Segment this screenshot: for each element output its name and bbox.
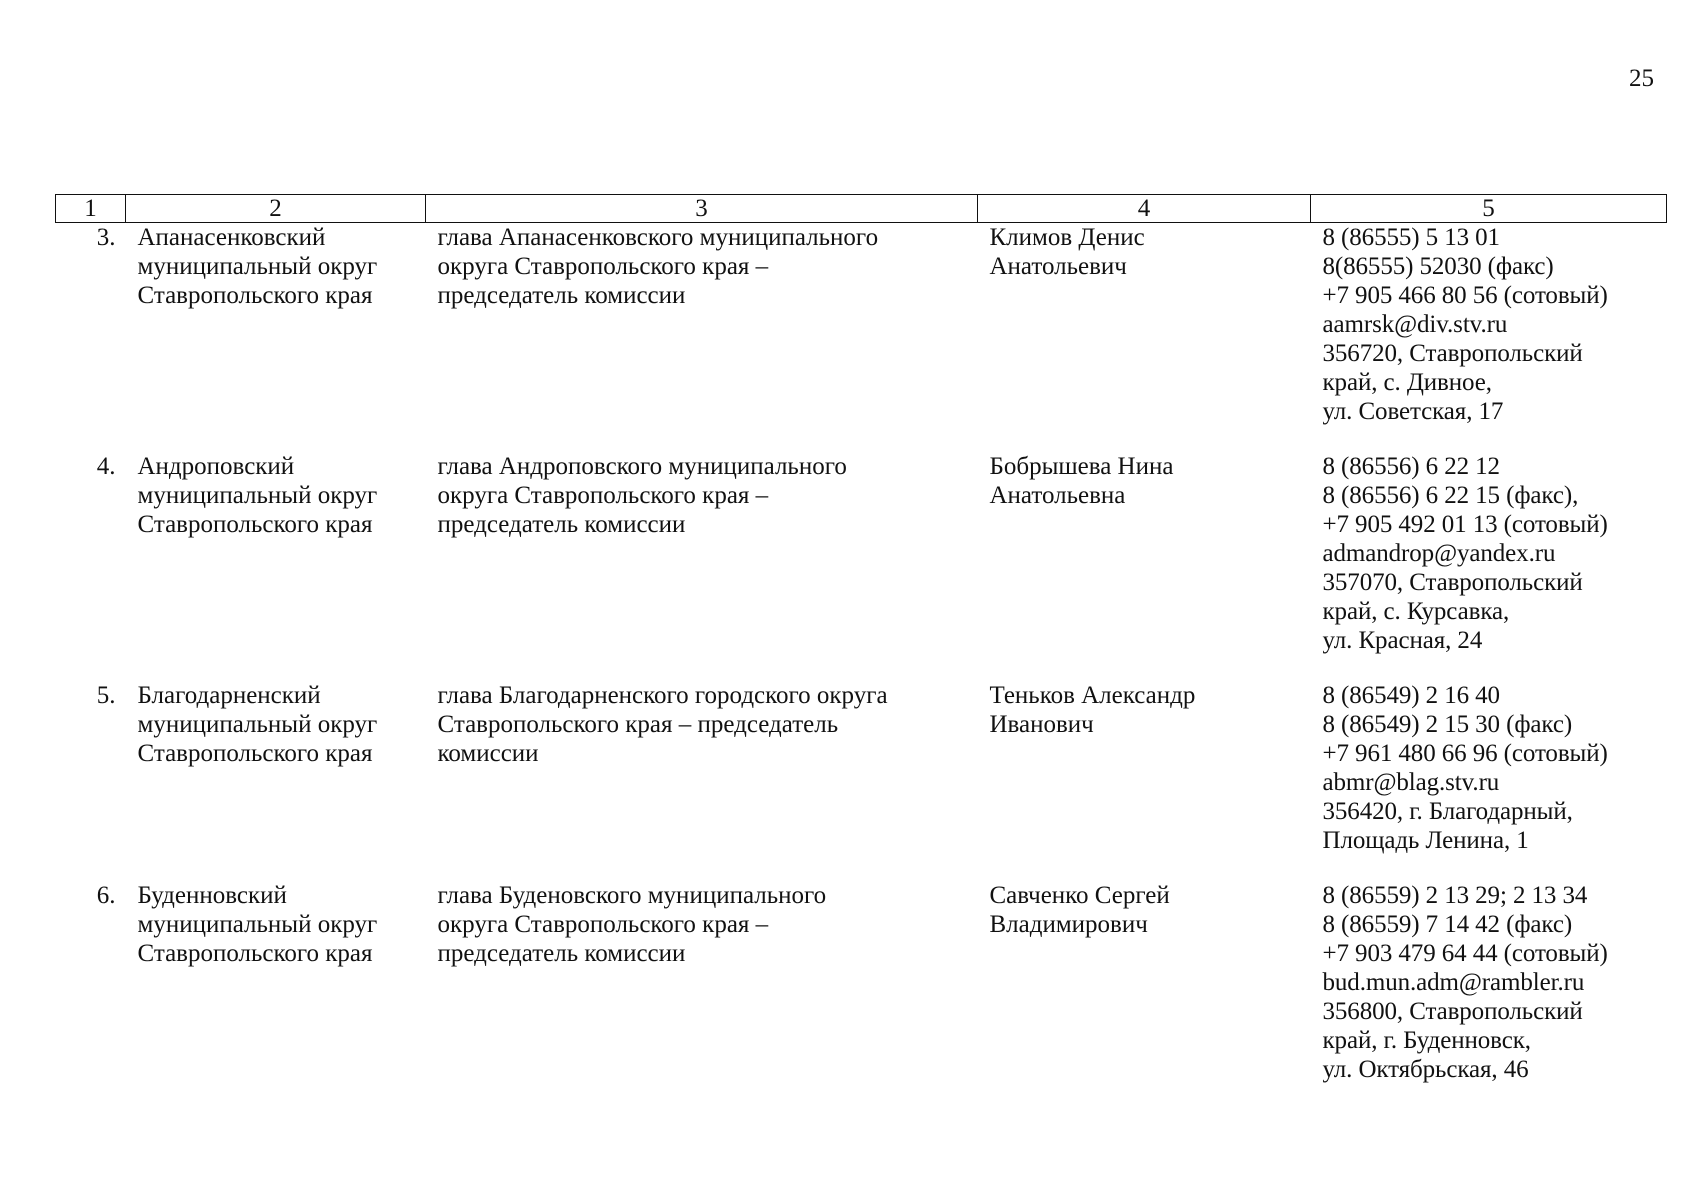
municipality-line: муниципальный округ	[137, 253, 378, 280]
contact-line: +7 961 480 66 96 (сотовый)	[1322, 740, 1608, 767]
page-number: 25	[1629, 65, 1654, 92]
column-header: 1	[56, 195, 126, 223]
position-cell	[426, 452, 978, 681]
position-line: глава Буденовского муниципального	[437, 882, 827, 909]
contact-line: 8(86555) 52030 (факс)	[1322, 253, 1554, 280]
contact-line: Площадь Ленина, 1	[1322, 827, 1529, 854]
contact-email: bud.mun.adm@rambler.ru	[1322, 969, 1585, 996]
municipality-cell	[126, 681, 426, 881]
position-line: председатель комиссии	[437, 940, 686, 967]
contacts-cell	[1311, 452, 1667, 681]
municipality-cell	[126, 223, 426, 453]
position-line: глава Благодарненского городского округа	[437, 682, 888, 709]
municipality-line: Андроповский	[137, 453, 295, 480]
municipality-line: Ставропольского края	[137, 940, 373, 967]
position-line: комиссии	[437, 740, 539, 767]
municipality-line: Ставропольского края	[137, 511, 373, 538]
commission-table	[55, 194, 1667, 1110]
position-line: председатель комиссии	[437, 511, 686, 538]
position-cell	[426, 223, 978, 453]
contact-line: ул. Красная, 24	[1322, 627, 1483, 654]
table-row	[56, 452, 1667, 681]
contact-line: 8 (86559) 7 14 42 (факс)	[1322, 911, 1573, 938]
contacts-cell	[1311, 223, 1667, 453]
column-header: 2	[126, 195, 426, 223]
person-line: Бобрышева Нина	[989, 453, 1174, 480]
column-header: 5	[1311, 195, 1667, 223]
municipality-line: Апанасенковский	[137, 224, 326, 251]
contact-line: 8 (86556) 6 22 12	[1322, 453, 1500, 480]
table-row	[56, 681, 1667, 881]
person-line: Теньков Александр	[989, 682, 1196, 709]
column-header: 4	[978, 195, 1311, 223]
position-line: председатель комиссии	[437, 282, 686, 309]
contact-email: abmr@blag.stv.ru	[1322, 769, 1500, 796]
column-header: 3	[426, 195, 978, 223]
municipality-line: муниципальный округ	[137, 911, 378, 938]
position-line: округа Ставропольского края –	[437, 911, 769, 938]
contact-line: 8 (86555) 5 13 01	[1322, 224, 1500, 251]
contact-line: 8 (86559) 2 13 29; 2 13 34	[1322, 882, 1588, 909]
position-line: округа Ставропольского края –	[437, 482, 769, 509]
person-cell	[978, 681, 1311, 881]
person-line: Савченко Сергей	[989, 882, 1170, 909]
person-line: Анатольевич	[989, 253, 1127, 280]
row-number: 5.	[96, 682, 116, 709]
contact-line: ул. Октябрьская, 46	[1322, 1056, 1529, 1083]
contact-email: admandrop@yandex.ru	[1322, 540, 1556, 567]
contact-line: +7 903 479 64 44 (сотовый)	[1322, 940, 1608, 967]
row-number: 6.	[96, 882, 116, 909]
municipality-line: муниципальный округ	[137, 711, 378, 738]
municipality-line: Благодарненский	[137, 682, 321, 709]
position-line: округа Ставропольского края –	[437, 253, 769, 280]
contact-line: +7 905 466 80 56 (сотовый)	[1322, 282, 1608, 309]
row-number: 4.	[96, 453, 116, 480]
municipality-line: Буденновский	[137, 882, 287, 909]
person-line: Климов Денис	[989, 224, 1145, 251]
contact-line: 356420, г. Благодарный,	[1322, 798, 1573, 825]
municipality-cell	[126, 881, 426, 1110]
contact-line: 8 (86549) 2 15 30 (факс)	[1322, 711, 1573, 738]
position-cell	[426, 681, 978, 881]
person-cell	[978, 223, 1311, 453]
person-line: Владимирович	[989, 911, 1148, 938]
person-cell	[978, 452, 1311, 681]
municipality-cell	[126, 452, 426, 681]
person-cell	[978, 881, 1311, 1110]
table-row	[56, 881, 1667, 1110]
person-line: Иванович	[989, 711, 1094, 738]
contact-line: 8 (86549) 2 16 40	[1322, 682, 1500, 709]
row-number: 3.	[96, 224, 116, 251]
person-line: Анатольевна	[989, 482, 1126, 509]
position-line: глава Андроповского муниципального	[437, 453, 847, 480]
position-line: глава Апанасенковского муниципального	[437, 224, 879, 251]
contact-line: 357070, Ставропольский	[1322, 569, 1583, 596]
contact-line: 356720, Ставропольский	[1322, 340, 1583, 367]
contact-line: край, с. Дивное,	[1322, 369, 1492, 396]
contact-line: 8 (86556) 6 22 15 (факс),	[1322, 482, 1579, 509]
contact-email: aamrsk@div.stv.ru	[1322, 311, 1508, 338]
contacts-cell	[1311, 881, 1667, 1110]
municipality-line: Ставропольского края	[137, 740, 373, 767]
table-row	[56, 223, 1667, 453]
contact-line: 356800, Ставропольский	[1322, 998, 1583, 1025]
position-line: Ставропольского края – председатель	[437, 711, 839, 738]
contact-line: +7 905 492 01 13 (сотовый)	[1322, 511, 1608, 538]
contact-line: край, с. Курсавка,	[1322, 598, 1510, 625]
contact-line: ул. Советская, 17	[1322, 398, 1504, 425]
municipality-line: муниципальный округ	[137, 482, 378, 509]
contact-line: край, г. Буденновск,	[1322, 1027, 1531, 1054]
position-cell	[426, 881, 978, 1110]
column-number-header-row	[56, 195, 1667, 223]
contacts-cell	[1311, 681, 1667, 881]
municipality-line: Ставропольского края	[137, 282, 373, 309]
